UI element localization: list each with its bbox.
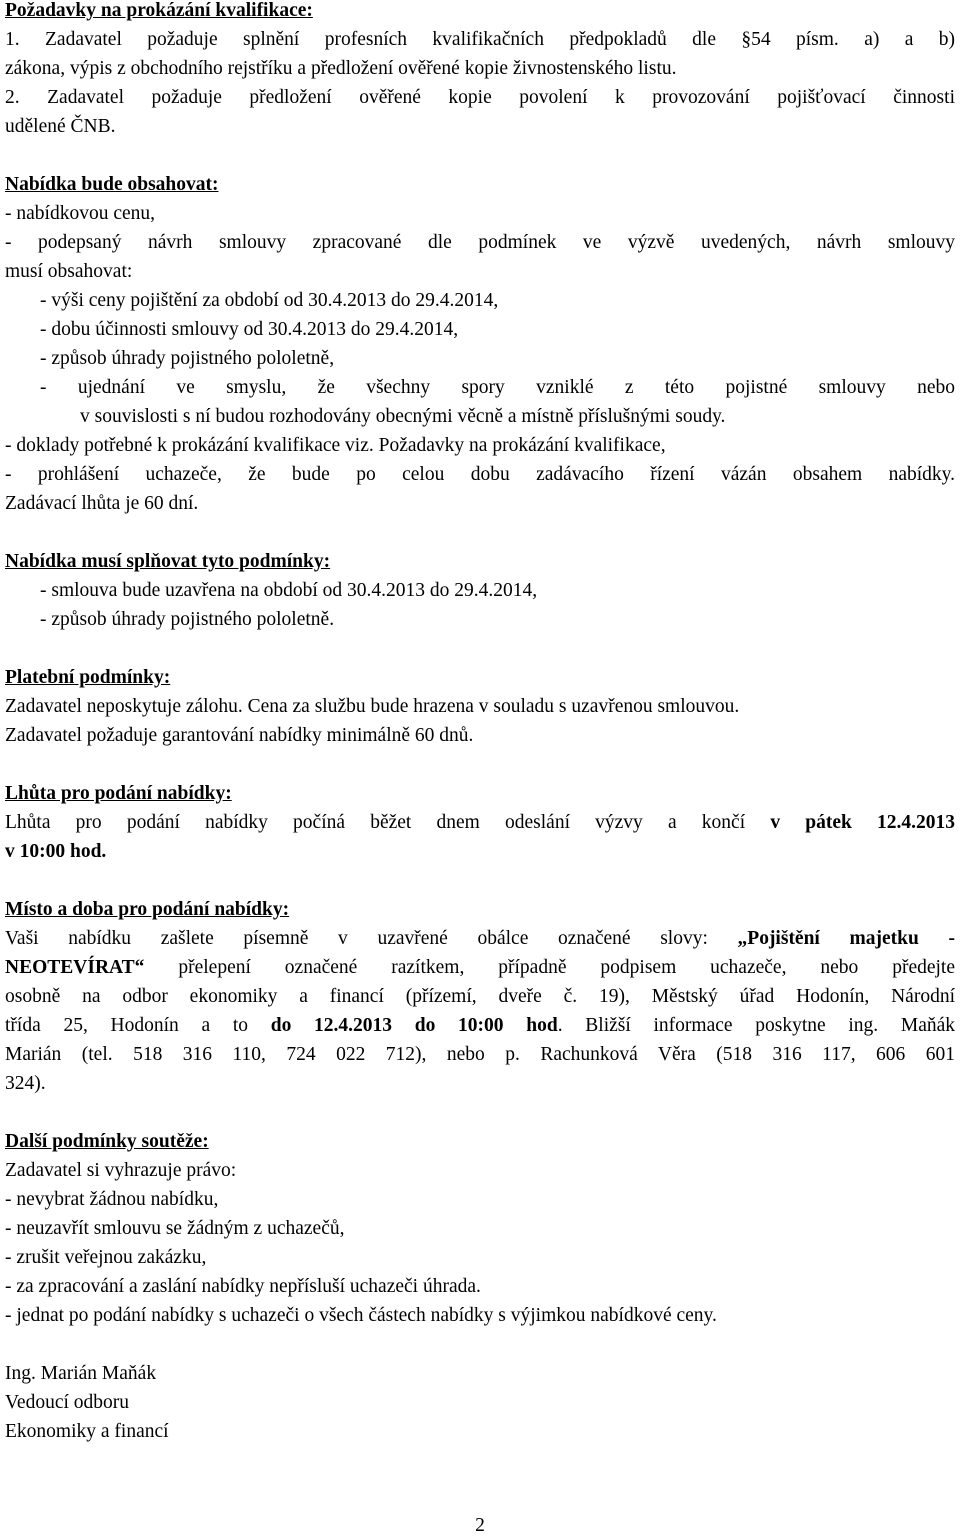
dalsi-heading: Další podmínky soutěže: [5,1131,209,1152]
nabidka-line-2: - podepsaný návrh smlouvy zpracované dle podmínek ve výzvě uvedených, návrh smlouvy [5,232,955,253]
misto-line-4-b: . Bližší informace poskytne ing. Maňák [557,1015,956,1036]
nabidka-line-1: - nabídkovou cenu, [5,203,156,224]
misto-line-2-text: přelepení označené razítkem, případně podpisem uchazeče, nebo předejte [178,957,955,978]
misto-heading: Místo a doba pro podání nabídky: [5,899,290,920]
misto-line-5: Marián (tel. 518 316 110, 724 022 712), nebo p. Rachunková Věra (518 316 117, 606 601 [5,1044,955,1065]
signature-name: Ing. Marián Maňák [5,1363,157,1384]
kvalifikace-item-1-line-2: zákona, výpis z obchodního rejstříku a předložení ověřené kopie živnostenského listu. [5,58,677,79]
nabidka-sub-2: - dobu účinnosti smlouvy od 30.4.2013 do 29.4.2014, [40,319,459,340]
misto-line-2 [5,957,955,979]
dalsi-intro: Zadavatel si vyhrazuje právo: [5,1160,237,1181]
misto-line-4-a: třída 25, Hodonín a to [5,1015,249,1036]
lhuta-line-1 [5,812,955,834]
lhuta-deadline-time: v 10:00 hod. [5,841,107,862]
podminky-heading: Nabídka musí splňovat tyto podmínky: [5,551,331,572]
signature-role: Vedoucí odboru [5,1392,130,1413]
misto-line-6: 324). [5,1073,46,1094]
dalsi-item: - neuzavřít smlouvu se žádným z uchazečů, [5,1218,345,1239]
nabidka-heading: Nabídka bude obsahovat: [5,174,219,195]
lhuta-text: Lhůta pro podání nabídky počíná běžet dnem odeslání výzvy a končí [5,812,746,833]
nabidka-line-5: - prohlášení uchazeče, že bude po celou dobu zadávacího řízení vázán obsahem nabídky. [5,464,955,485]
misto-envelope-label-start: „Pojištění majetku - [737,928,955,949]
platebni-heading: Platební podmínky: [5,667,171,688]
misto-line-4 [5,1015,955,1037]
kvalifikace-item-2-line-2: udělené ČNB. [5,116,116,137]
page-number: 2 [475,1515,485,1536]
signature-department: Ekonomiky a financí [5,1421,169,1442]
nabidka-sub-4-line-1: - ujednání ve smyslu, že všechny spory vzniklé z této pojistné smlouvy nebo [40,377,955,398]
dalsi-item: - zrušit veřejnou zakázku, [5,1247,207,1268]
nabidka-line-6: Zadávací lhůta je 60 dní. [5,493,199,514]
nabidka-sub-1: - výši ceny pojištění za období od 30.4.2013 do 29.4.2014, [40,290,499,311]
podminky-line-2: - způsob úhrady pojistného pololetně. [40,609,335,630]
misto-line-3: osobně na odbor ekonomiky a financí (přízemí, dveře č. 19), Městský úřad Hodonín, Národní [5,986,955,1007]
nabidka-line-3: musí obsahovat: [5,261,133,282]
dalsi-item: - za zpracování a zaslání nabídky nepřísluší uchazeči úhrada. [5,1276,481,1297]
nabidka-sub-4-line-2: v souvislosti s ní budou rozhodovány obecnými věcně a místně příslušnými soudy. [80,406,726,427]
kvalifikace-heading: Požadavky na prokázání kvalifikace: [5,0,313,21]
nabidka-line-4: - doklady potřebné k prokázání kvalifikace viz. Požadavky na prokázání kvalifikace, [5,435,666,456]
misto-line-1 [5,928,955,950]
platebni-line-1: Zadavatel neposkytuje zálohu. Cena za službu bude hrazena v souladu s uzavřenou smlouvou. [5,696,740,717]
misto-envelope-label-end: NEOTEVÍRAT“ [5,957,145,978]
nabidka-sub-3: - způsob úhrady pojistného pololetně, [40,348,335,369]
kvalifikace-item-1-line-1: 1. Zadavatel požaduje splnění profesních kvalifikačních předpokladů dle §54 písm. a) a b) [5,29,955,50]
platebni-line-2: Zadavatel požaduje garantování nabídky minimálně 60 dnů. [5,725,474,746]
podminky-line-1: - smlouva bude uzavřena na období od 30.4.2013 do 29.4.2014, [40,580,538,601]
lhuta-deadline-date: v pátek 12.4.2013 [770,812,955,833]
misto-deadline: do 12.4.2013 do 10:00 hod [270,1015,558,1036]
misto-line-1-text: Vaši nabídku zašlete písemně v uzavřené obálce označené slovy: [5,928,708,949]
dalsi-item: - nevybrat žádnou nabídku, [5,1189,219,1210]
kvalifikace-item-2-line-1: 2. Zadavatel požaduje předložení ověřené kopie povolení k provozování pojišťovací činnosti [5,87,955,108]
lhuta-heading: Lhůta pro podání nabídky: [5,783,232,804]
dalsi-item: - jednat po podání nabídky s uchazeči o všech částech nabídky s výjimkou nabídkové ceny. [5,1305,717,1326]
